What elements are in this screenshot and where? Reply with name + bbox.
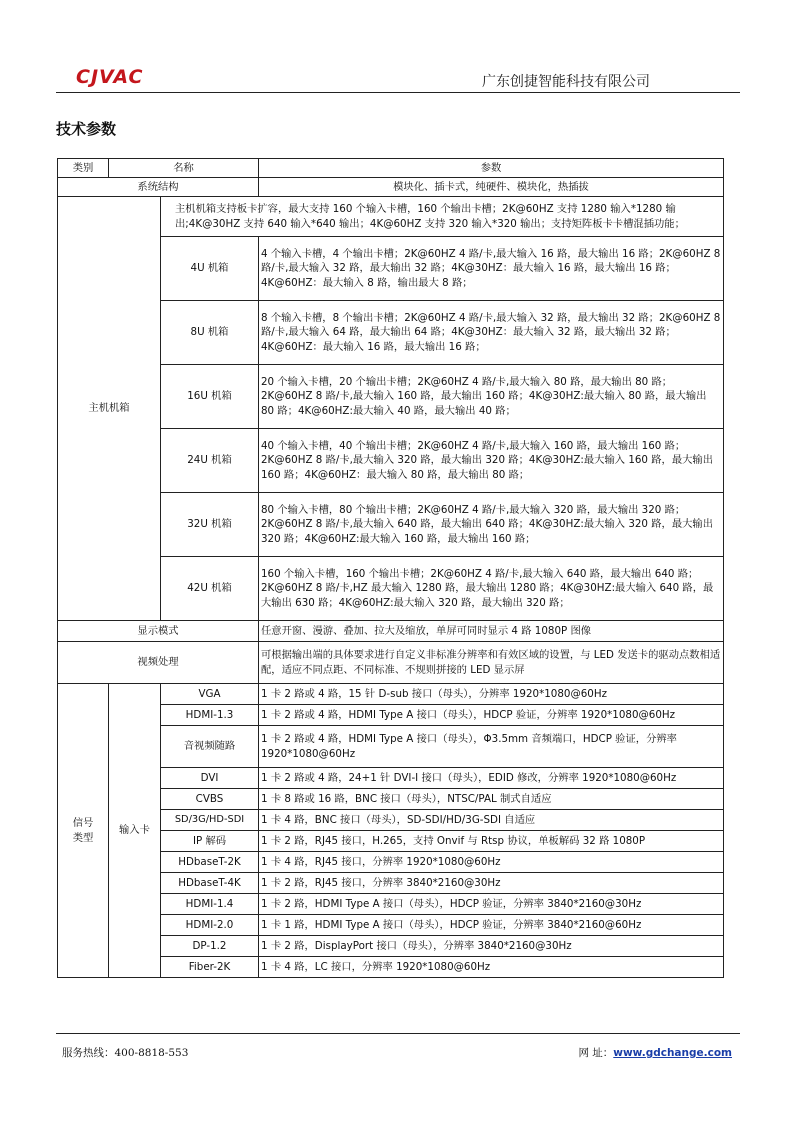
signal-row-value: 1 卡 4 路，LC 接口，分辨率 1920*1080@60Hz [259, 957, 724, 978]
signal-row [58, 684, 724, 705]
signal-row-name: 音视频随路 [161, 726, 259, 768]
signal-row-name: HDMI-2.0 [161, 915, 259, 936]
host-intro: 主机机箱支持板卡扩容，最大支持 160 个输入卡槽，160 个输出卡槽；2K@60HZ 支持 1280 输入*1280 输出;4K@30HZ 支持 640 输入*640 输出；4K@60HZ 支持 320 输入*320 输出；支持矩阵板卡卡槽混插功能； [161, 197, 724, 237]
signal-row-name: HDMI-1.4 [161, 894, 259, 915]
host-label: 主机机箱 [58, 197, 161, 621]
host-row-value: 4 个输入卡槽，4 个输出卡槽；2K@60HZ 4 路/卡,最大输入 16 路，最大输出 16 路；2K@60HZ 8 路/卡,最大输入 32 路，最大输出 32 路；4K@30HZ：最大输入 16 路，最大输出 16 路；4K@60HZ：最大输入 8 路，输出最大 8 路； [259, 237, 724, 301]
video-processing-row [58, 642, 724, 684]
spec-table [57, 158, 724, 978]
signal-row-value: 1 卡 4 路，BNC 接口（母头），SD-SDI/HD/3G-SDI 自适应 [259, 810, 724, 831]
host-row-value: 8 个输入卡槽，8 个输出卡槽；2K@60HZ 4 路/卡,最大输入 32 路，最大输出 32 路；2K@60HZ 8 路/卡,最大输入 64 路，最大输出 64 路；4K@30HZ：最大输入 32 路，最大输出 32 路；4K@60HZ：最大输入 16 路，最大输出 16 路； [259, 301, 724, 365]
host-row-name: 42U 机箱 [161, 557, 259, 621]
header-name: 名称 [109, 159, 259, 178]
signal-row-value: 1 卡 2 路或 4 路，HDMI Type A 接口（母头），Φ3.5mm 音频端口，HDCP 验证，分辨率 1920*1080@60Hz [259, 726, 724, 768]
company-logo: CJVAC [76, 66, 144, 88]
signal-row-value: 1 卡 2 路或 4 路，15 针 D-sub 接口（母头），分辨率 1920*1080@60Hz [259, 684, 724, 705]
signal-row-name: Fiber-2K [161, 957, 259, 978]
signal-row-name: SD/3G/HD-SDI [161, 810, 259, 831]
header-category: 类别 [58, 159, 109, 178]
signal-row-name: HDbaseT-2K [161, 852, 259, 873]
signal-row-value: 1 卡 2 路，RJ45 接口，H.265，支持 Onvif 与 Rtsp 协议，单板解码 32 路 1080P [259, 831, 724, 852]
signal-row-name: DP-1.2 [161, 936, 259, 957]
signal-row-value: 1 卡 4 路，RJ45 接口，分辨率 1920*1080@60Hz [259, 852, 724, 873]
signal-row-name: HDMI-1.3 [161, 705, 259, 726]
signal-row-name: VGA [161, 684, 259, 705]
system-structure-value: 模块化、插卡式，纯硬件、模块化，热插拔 [259, 178, 724, 197]
signal-row-name: CVBS [161, 789, 259, 810]
header-params: 参数 [259, 159, 724, 178]
signal-row-value: 1 卡 1 路，HDMI Type A 接口（母头），HDCP 验证，分辨率 3840*2160@60Hz [259, 915, 724, 936]
display-mode-value: 任意开窗、漫游、叠加、拉大及缩放，单屏可同时显示 4 路 1080P 图像 [259, 621, 724, 642]
signal-row-value: 1 卡 2 路，DisplayPort 接口（母头），分辨率 3840*2160@30Hz [259, 936, 724, 957]
page-header [56, 62, 740, 93]
signal-row-value: 1 卡 8 路或 16 路，BNC 接口（母头），NTSC/PAL 制式自适应 [259, 789, 724, 810]
footer-hotline: 服务热线：400-8818-553 [62, 1047, 189, 1059]
display-mode-label: 显示模式 [58, 621, 259, 642]
signal-row-value: 1 卡 2 路，HDMI Type A 接口（母头），HDCP 验证，分辨率 3840*2160@30Hz [259, 894, 724, 915]
host-row-name: 8U 机箱 [161, 301, 259, 365]
website-link[interactable]: www.gdchange.com [613, 1047, 732, 1059]
signal-type-line2: 类型 [72, 831, 94, 844]
video-processing-value: 可根据输出端的具体要求进行自定义非标准分辨率和有效区域的设置，与 LED 发送卡的驱动点数相适配，适应不同点距、不同标准、不规则拼接的 LED 显示屏 [259, 642, 724, 684]
host-row-name: 4U 机箱 [161, 237, 259, 301]
system-structure-row [58, 178, 724, 197]
host-row-name: 24U 机箱 [161, 429, 259, 493]
table-header-row [58, 159, 724, 178]
host-row-value: 20 个输入卡槽，20 个输出卡槽；2K@60HZ 4 路/卡,最大输入 80 路，最大输出 80 路；2K@60HZ 8 路/卡,最大输入 160 路，最大输出 160 路；4K@30HZ:最大输入 80 路，最大输出 80 路；4K@60HZ:最大输入 40 路，最大输出 40 路； [259, 365, 724, 429]
signal-row-value: 1 卡 2 路或 4 路，HDMI Type A 接口（母头），HDCP 验证，分辨率 1920*1080@60Hz [259, 705, 724, 726]
signal-row-name: DVI [161, 768, 259, 789]
host-row-name: 16U 机箱 [161, 365, 259, 429]
section-title: 技术参数 [56, 120, 117, 138]
display-mode-row [58, 621, 724, 642]
footer-divider [56, 1033, 740, 1034]
signal-row-value: 1 卡 2 路，RJ45 接口，分辨率 3840*2160@30Hz [259, 873, 724, 894]
system-structure-label: 系统结构 [58, 178, 259, 197]
input-card-label: 输入卡 [109, 684, 161, 978]
signal-type-line1: 信号 [72, 817, 94, 829]
host-row-value: 80 个输入卡槽，80 个输出卡槽；2K@60HZ 4 路/卡,最大输入 320 路，最大输出 320 路；2K@60HZ 8 路/卡,最大输入 640 路，最大输出 640 路；4K@30HZ:最大输入 320 路，最大输出 320 路；4K@60HZ:最大输入 160 路，最大输出 160 路； [259, 493, 724, 557]
host-row-name: 32U 机箱 [161, 493, 259, 557]
company-name: 广东创捷智能科技有限公司 [482, 74, 650, 90]
website-label: 网 址： [578, 1047, 614, 1059]
host-row-value: 160 个输入卡槽，160 个输出卡槽；2K@60HZ 4 路/卡,最大输入 640 路，最大输出 640 路；2K@60HZ 8 路/卡,HZ 最大输入 1280 路，最大输出 1280 路；4K@30HZ:最大输入 640 路，最大输出 630 路；4K@60HZ:最大输入 320 路，最大输出 320 路； [259, 557, 724, 621]
host-intro-row [58, 197, 724, 237]
footer-website [578, 1045, 732, 1060]
signal-row-name: IP 解码 [161, 831, 259, 852]
signal-row-name: HDbaseT-4K [161, 873, 259, 894]
signal-type-label [58, 684, 109, 978]
host-row-value: 40 个输入卡槽，40 个输出卡槽；2K@60HZ 4 路/卡,最大输入 160 路，最大输出 160 路；2K@60HZ 8 路/卡,最大输入 320 路，最大输出 320 路；4K@30HZ:最大输入 160 路，最大输出 160 路；4K@60HZ：最大输入 80 路，最大输出 80 路； [259, 429, 724, 493]
signal-row-value: 1 卡 2 路或 4 路，24+1 针 DVI-I 接口（母头），EDID 修改，分辨率 1920*1080@60Hz [259, 768, 724, 789]
video-processing-label: 视频处理 [58, 642, 259, 684]
